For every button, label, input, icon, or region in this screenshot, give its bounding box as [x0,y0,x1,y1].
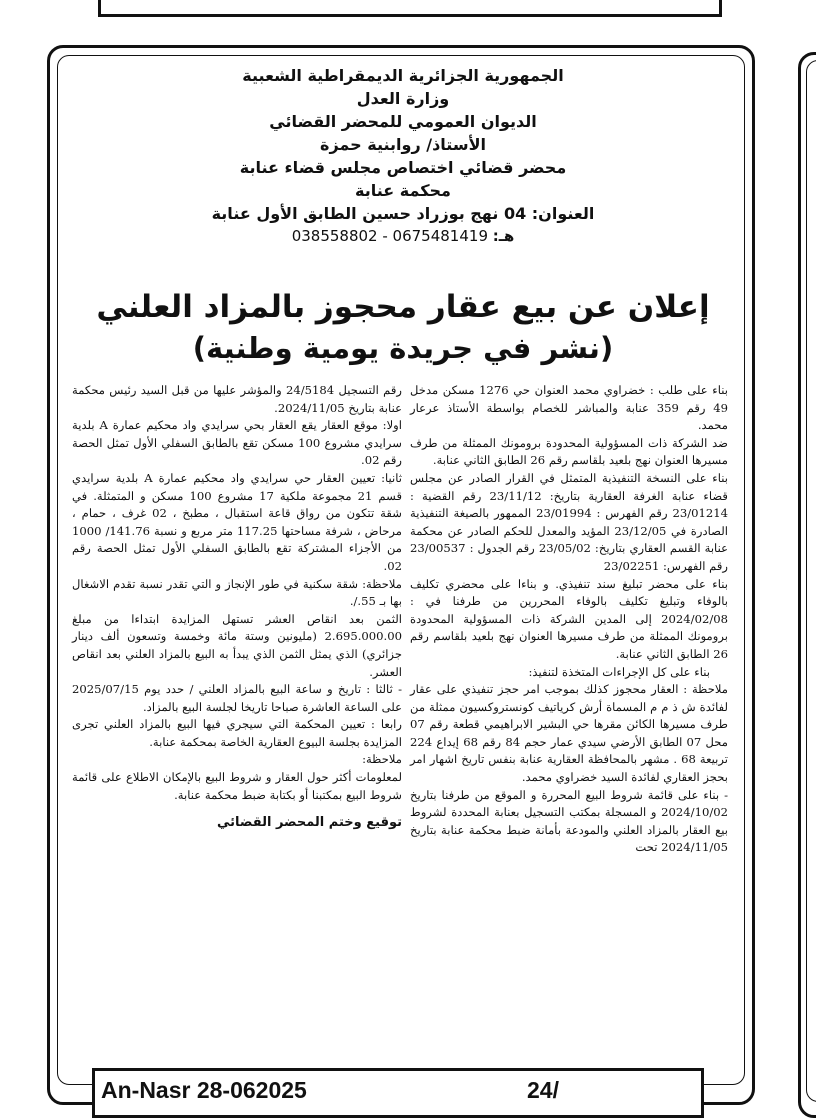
paragraph: بناء على محضر تبليغ سند تنفيذي. و بناءا على محضري تكليف بالوفاء وتبليغ تكليف بالوفاء المحررين من طرفنا في : 2024/02/08 إلى المدين الشركة ذات المسؤولية المحدودة برومونك الممثلة من طرف مسيرها العنوان نهج بلعيد بلقاسم رقم 26 الطابق الثاني عنابة. [410,576,728,661]
adjacent-frame-inner [806,60,816,1102]
title-main: إعلان عن بيع عقار محجوز بالمزاد العلني [96,289,710,325]
paragraph: بناء على النسخة التنفيذية المتمثل في القرار الصادر عن مجلس قضاء عنابة الغرفة العقارية بتاريخ: 23/11/12 رقم القضية : 23/01214 رقم الفهرس : 23/01994 الممهور بالصيغة التنفيذية الصادرة في 23/12/05 المؤيد والمعدل للحكم الصادر عن محكمة عنابة القسم العقاري بتاريخ: 23/05/02 رقم الجدول : 23/00537 رقم الفهرس: 23/02251 [410,470,728,573]
paragraph: لمعلومات أكثر حول العقار و شروط البيع بالإمكان الاطلاع على قائمة شروط البيع بمكتبنا أو بكتابة ضبط محكمة عنابة. [72,770,402,802]
header-phones [70,225,736,247]
header-jurisdiction: محضر قضائي اختصاص مجلس قضاء عنابة [239,158,567,177]
paragraph: رابعا : تعيين المحكمة التي سيجري فيها البيع بالمزاد العلني تجرى المزايدة بجلسة البيوع العقارية الخاصة بمحكمة عنابة. [72,717,402,749]
header-court: محكمة عنابة [355,181,451,200]
title-subtitle: (نشر في جريدة يومية وطنية) [192,331,614,365]
header-republic: الجمهورية الجزائرية الديمقراطية الشعبية [242,66,564,85]
header-office: الديوان العمومي للمحضر القضائي [269,112,537,131]
signature-line: توقيع وختم المحضر القضائي [217,815,402,831]
body-column-left [72,382,402,832]
top-frame [98,0,722,17]
address-value: 04 نهج بوزراد حسين الطابق الأول عنابة [211,204,527,223]
page-footer [92,1068,704,1118]
paragraph: الثمن بعد انقاص العشر تستهل المزايدة ابتداءا من مبلغ 2.695.000.00 (مليونين وستة مائة وخمسة وتسعون ألف دينار جزائري) الذي يمثل الثمن الذي يبدأ به البيع بالمزاد العلني بعد انقاص العشر. [72,611,402,679]
paragraph: - ثالثا : تاريخ و ساعة البيع بالمزاد العلني / حدد يوم 2025/07/15 على الساعة العاشرة صباحا تاريخا لجلسة البيع بالمزاد. [72,682,402,714]
header-bailiff-name: الأستاذ/ روابنية حمزة [320,135,486,154]
header-ministry: وزارة العدل [356,89,450,108]
letterhead [70,64,736,247]
page-number: 24/ [527,1077,559,1103]
header-address [70,202,736,225]
paragraph: بناء على كل الإجراءات المتخذة لتنفيذ: [528,664,710,679]
paragraph: ملاحظة: [362,752,402,767]
paragraph: ضد الشركة ذات المسؤولية المحدودة برومونك الممثلة من طرف مسيرها العنوان نهج بلعيد بلقاسم رقم 26 الطابق الثاني عنابة. [410,435,728,468]
paragraph: بناء على طلب : خضراوي محمد العنوان حي 1276 مسكن مدخل 49 رقم 359 عنابة والمباشر للخصام بواسطة الأستاذ عرعار محمد. [410,383,728,433]
address-label: العنوان: [531,204,595,223]
paragraph: - بناء على قائمة شروط البيع المحررة و الموقع من طرفنا بتاريخ 2024/10/02 و المسجلة بمكتب التسجيل بعنابة المحددة لشروط بيع العقار بالمزاد العلني والمودعة بأمانة ضبط محكمة عنابة بتاريخ 2024/11/05 تحت [410,787,728,855]
body-column-right [410,382,728,857]
paragraph: ملاحظة : العقار محجوز كذلك بموجب امر حجز تنفيذي على عقار لفائدة ش ذ م م المسماة أرش كرياتيف كونستروكسيون ممثلة من طرف مسيرها الكائن مقرها حي البشير الابراهيمي قطعة رقم 07 محل 07 الطابق الأرضي سيدي عمار حجم 84 رقم 68 إيداع 224 تربيعة 68 . مشهر بالمحافظة العقارية عنابة بنفس تاريخ اشهار امر بحجز العقاري لفائدة السيد خضراوي محمد. [410,682,729,785]
paragraph: رقم التسجيل 24/5184 والمؤشر عليها من قبل السيد رئيس محكمة عنابة بتاريخ 2024/11/05. [72,383,402,415]
phone-label: هـ: [492,227,515,245]
publication-issue: An-Nasr 28-062025 [101,1077,307,1103]
paragraph: اولا: موقع العقار يقع العقار بحي سرايدي واد محكيم عمارة A بلدية سرايدي مشروع 100 مسكن تقع بالطابق السفلي الأول تمثل الحصة رقم 02. [72,418,402,468]
paragraph: ملاحظة: شقة سكنية في طور الإنجاز و التي تقدر نسبة تقدم الاشغال بها بـ 55./. [72,576,402,609]
phone-numbers: 0675481419 - 038558802 [291,227,488,245]
paragraph: ثانيا: تعيين العقار حي سرايدي واد محكيم عمارة A بلدية سرايدي قسم 21 مجموعة ملكية 17 مشروع 100 مسكن و المتمثلة. في شقة تتكون من رواق قاعة استقبال ، مطبخ ، 02 غرف ، حمام ، مرحاض ، شرفة مساحتها 117.25 متر مربع و نسبة 141.76/ 1000 من الأجزاء المشتركة تقع بالطابق السفلي الأول تمثل الحصة رقم 02. [72,470,403,573]
announcement-title [70,286,736,368]
